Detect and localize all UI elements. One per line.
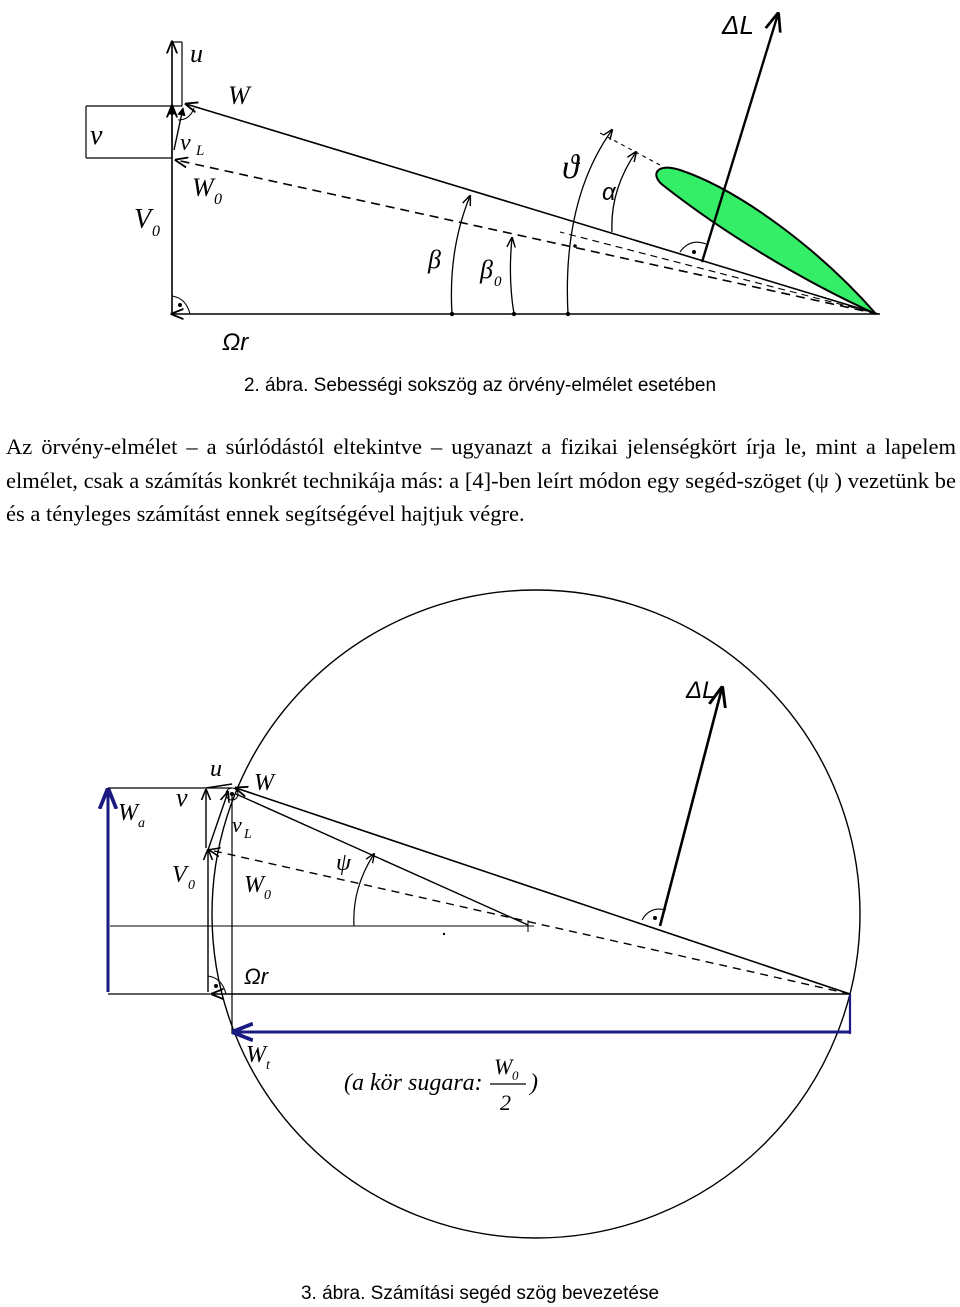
figure-1-caption: 2. ábra. Sebességi sokszög az örvény-elmélet esetében [243,375,717,396]
label-wa: W [118,800,138,826]
label-psi: ψ [336,850,351,876]
beta0-dot [512,312,516,316]
label-vl-sub: L [196,143,205,159]
w0-vector [210,850,850,994]
figure-auxiliary-angle [0,588,960,1278]
delta-l-vector [660,688,722,926]
radius-note-open: (a kör sugara: [344,1070,483,1096]
label-wt: W [246,1042,266,1068]
beta-dot [450,312,454,316]
radius-note-num: W [494,1054,513,1079]
label-w: W [254,770,274,796]
label-v: v [176,783,188,812]
alpha-dot [573,244,577,248]
label-beta: β [428,245,441,274]
radius-note-den: 2 [500,1090,511,1115]
right-angle-dot-lift [692,250,696,254]
label-delta-l: ΔL [722,10,754,40]
label-vl-sub: L [244,827,252,842]
w-to-center [236,794,528,925]
label-v0: V [134,204,152,235]
label-v0-sub: 0 [188,878,195,893]
radius-note-num-sub: 0 [512,1068,519,1083]
right-angle-dot-lift [653,916,657,920]
label-w0: W [244,872,264,898]
label-w0-sub: 0 [214,191,222,208]
label-delta-l: ΔL [686,677,716,704]
label-omega-r: Ωr [222,329,249,356]
right-angle-dot-base [214,984,218,988]
label-v0-sub: 0 [152,223,160,240]
label-beta0-sub: 0 [494,274,502,290]
figure-velocity-polygon [0,0,960,360]
w-point-dot [230,792,234,796]
beta-arc [451,196,470,314]
label-wt-sub: t [266,1058,270,1073]
label-wa-sub: a [138,816,145,831]
right-angle-dot-base [178,303,182,307]
theta-dot [566,312,570,316]
psi-arc [354,854,374,926]
label-v0: V [172,862,187,888]
body-paragraph: Az örvény-elmélet – a súrlódástól eltekintve – ugyanazt a fizikai jelenségkört írja le, mint a lapelem elmélet, csak a számítás konkrét technikája más: a [4]-ben leírt módon egy segéd-szöget (ψ ) vezetünk be és a tényleges számítást ennek segítségével hajtjuk végre. [6,434,956,526]
label-w0-sub: 0 [264,888,271,903]
label-vl: v [180,130,191,156]
label-theta: ϑ [562,149,579,186]
label-alpha: α [602,179,616,206]
airfoil [656,168,876,314]
w-vector [186,104,878,314]
beta0-arc [510,238,514,314]
label-vl: v [232,812,242,837]
radius-note-close: ) [530,1070,538,1096]
label-v: v [90,120,103,151]
label-u: u [190,39,203,68]
label-w: W [228,81,250,110]
label-beta0: β [480,255,493,284]
w-vector [236,788,850,994]
label-u: u [210,756,222,782]
label-w0: W [192,173,214,202]
velocity-circle [212,590,860,1238]
figure-2-caption: 3. ábra. Számítási segéd szög bevezetése [300,1283,660,1304]
label-omega-r: Ωr [244,964,269,989]
small-dot [443,933,445,935]
